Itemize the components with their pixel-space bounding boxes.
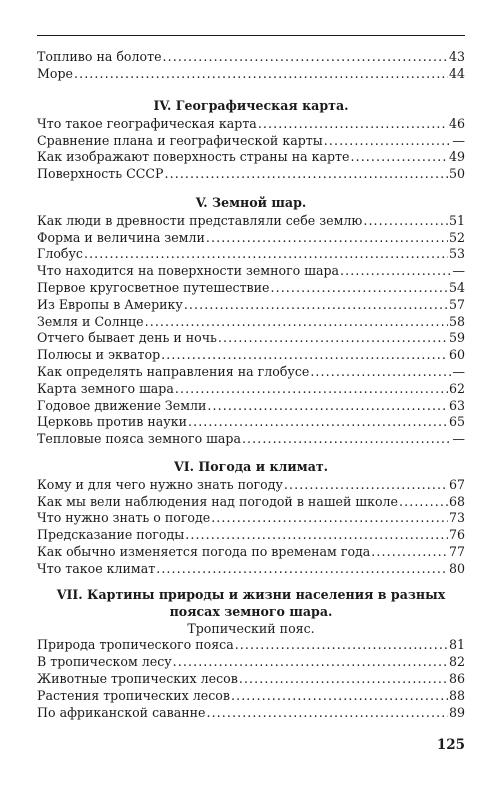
leader-dots (350, 149, 447, 166)
toc-entry[interactable]: Топливо на болоте ..... 43 (37, 49, 465, 66)
leader-dots (218, 330, 448, 347)
toc-entry[interactable]: Что такое климат ..... 80 (37, 561, 465, 578)
section-heading: V. Земной шар. (195, 195, 307, 210)
leader-dots (163, 49, 448, 66)
toc-entry[interactable]: Сравнение плана и географической карты ..... — (37, 133, 465, 150)
leader-dots (324, 133, 452, 150)
section-heading: VII. Картины природы и жизни населения в разных (56, 587, 446, 602)
toc-entry[interactable]: Земля и Солнце ..... 58 (37, 314, 465, 331)
section-vi (37, 459, 465, 578)
toc-entry[interactable]: Глобус ..... 53 (37, 246, 465, 263)
toc-entry[interactable]: Растения тропических лесов ..... 88 (37, 688, 465, 705)
toc-entry[interactable]: Как определять направления на глобусе ..... — (37, 364, 465, 381)
subsection-heading: Тропический пояс. (187, 620, 315, 636)
toc-entry[interactable]: Полюсы и экватор ..... 60 (37, 347, 465, 364)
leader-dots (239, 671, 448, 688)
leader-dots (211, 510, 448, 527)
leader-dots (242, 431, 451, 448)
section-iv (37, 98, 465, 183)
leader-dots (74, 66, 448, 83)
toc-entry[interactable]: Годовое движение Земли ..... 63 (37, 398, 465, 415)
section-heading: VI. Погода и климат. (173, 459, 329, 474)
toc-entry[interactable]: Отчего бывает день и ночь ..... 59 (37, 330, 465, 347)
leader-dots (340, 263, 451, 280)
leader-dots (207, 398, 448, 415)
toc-entry[interactable]: Предсказание погоды ..... 76 (37, 527, 465, 544)
leader-dots (235, 637, 448, 654)
leader-dots (156, 561, 448, 578)
leader-dots (175, 381, 448, 398)
leader-dots (310, 364, 451, 381)
section-v (37, 195, 465, 448)
leader-dots (271, 280, 448, 297)
toc-entry[interactable]: Церковь против науки ..... 65 (37, 414, 465, 431)
toc-entry[interactable]: Как изображают поверхность страны на карте ..... 49 (37, 149, 465, 166)
toc-entry[interactable]: Карта земного шара ..... 62 (37, 381, 465, 398)
toc-entry[interactable]: Как мы вели наблюдения над погодой в нашей школе ..... 68 (37, 494, 465, 511)
leader-dots (206, 705, 448, 722)
toc-entry[interactable]: Кому и для чего нужно знать погоду ..... 67 (37, 477, 465, 494)
page-number: 125 (436, 737, 465, 753)
toc-entry[interactable]: Что нужно знать о погоде ..... 73 (37, 510, 465, 527)
toc-entry[interactable]: Поверхность СССР ..... 50 (37, 166, 465, 183)
leader-dots (206, 230, 448, 247)
leader-dots (371, 544, 448, 561)
leader-dots (231, 688, 448, 705)
leader-dots (399, 494, 448, 511)
leader-dots (161, 347, 448, 364)
leader-dots (184, 297, 448, 314)
toc-entry[interactable]: Море ..... 44 (37, 66, 465, 83)
top-rule (37, 35, 465, 36)
section-vii (37, 587, 465, 721)
toc-entry[interactable]: Природа тропического пояса ..... 81 (37, 637, 465, 654)
leader-dots (188, 414, 448, 431)
leader-dots (165, 166, 448, 183)
toc-entry[interactable]: Что находится на поверхности земного шара ..... — (37, 263, 465, 280)
toc-entry[interactable]: По африканской саванне ..... 89 (37, 705, 465, 722)
leader-dots (258, 116, 448, 133)
leader-dots (173, 654, 448, 671)
toc-entry[interactable]: Первое кругосветное путешествие ..... 54 (37, 280, 465, 297)
toc-entry[interactable]: Форма и величина земли ..... 52 (37, 230, 465, 247)
leader-dots (84, 246, 448, 263)
leader-dots (284, 477, 448, 494)
toc-entry[interactable]: Как обычно изменяется погода по временам года ..... 77 (37, 544, 465, 561)
toc-entry[interactable]: Что такое географическая карта ..... 46 (37, 116, 465, 133)
section-heading-line2: поясах земного шара. (169, 603, 333, 619)
leader-dots (363, 213, 448, 230)
intro-entries (37, 49, 465, 83)
toc-entry[interactable]: Тепловые пояса земного шара ..... — (37, 431, 465, 448)
toc-entry[interactable]: Из Европы в Америку ..... 57 (37, 297, 465, 314)
toc-entry[interactable]: В тропическом лесу ..... 82 (37, 654, 465, 671)
leader-dots (145, 314, 448, 331)
section-heading: IV. Географическая карта. (153, 98, 349, 113)
leader-dots (185, 527, 448, 544)
toc-entry[interactable]: Животные тропических лесов ..... 86 (37, 671, 465, 688)
toc-entry[interactable]: Как люди в древности представляли себе землю ..... 51 (37, 213, 465, 230)
